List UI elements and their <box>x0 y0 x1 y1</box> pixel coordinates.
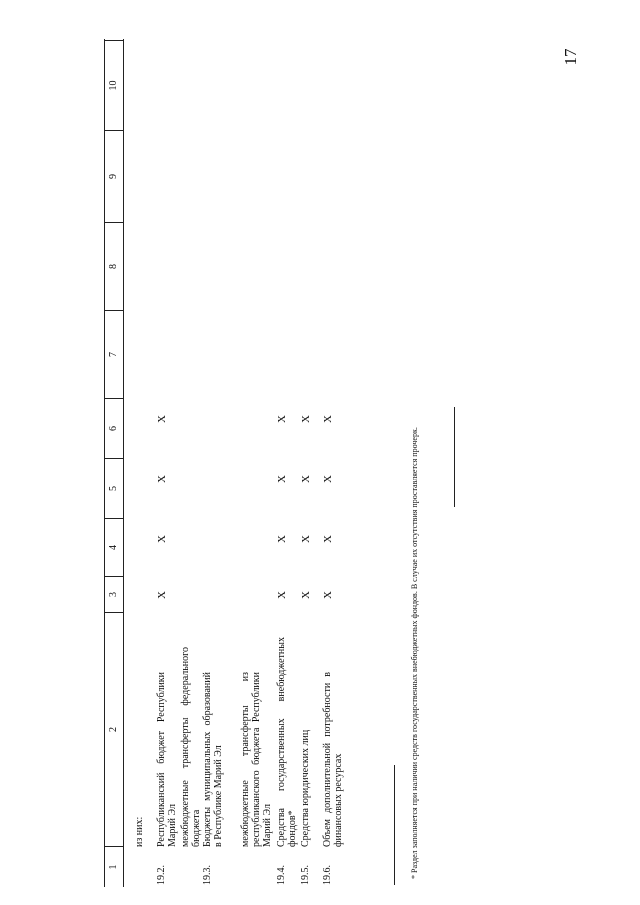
row-number: 19.4. <box>276 865 287 885</box>
cell-col-6: X <box>300 415 312 423</box>
header-col-3: 3 <box>105 577 123 613</box>
header-col-5: 5 <box>105 459 123 519</box>
cell-col-5: X <box>276 475 288 483</box>
cell-col-3: X <box>156 591 168 599</box>
header-col-11 <box>105 0 123 41</box>
row-number: 19.3. <box>202 865 213 885</box>
row-name: Средства юридических лиц <box>300 729 311 847</box>
cell-col-5: X <box>322 475 334 483</box>
header-col-2: 2 <box>105 613 123 847</box>
header-col-8: 8 <box>105 223 123 311</box>
cell-col-6: X <box>322 415 334 423</box>
row-number: 19.6. <box>322 865 333 885</box>
row-name: из них: <box>134 816 145 847</box>
cell-col-4: X <box>300 535 312 543</box>
header-col-10: 10 <box>105 41 123 131</box>
row-name: Бюджеты муниципальных образований в Республике Марий Эл <box>202 672 224 847</box>
header-col-4: 4 <box>105 519 123 577</box>
header-col-9: 9 <box>105 131 123 223</box>
row-number: 19.5. <box>300 865 311 885</box>
cell-col-6: X <box>156 415 168 423</box>
header-col-7: 7 <box>105 311 123 399</box>
row-name: Средства государственных внебюджетных фондов* <box>276 637 298 847</box>
cell-col-5: X <box>156 475 168 483</box>
row-name: Республиканский бюджет Республики Марий Эл <box>156 672 178 847</box>
table-header <box>104 39 124 887</box>
cell-col-4: X <box>156 535 168 543</box>
header-col-1: 1 <box>108 864 119 870</box>
cell-col-4: X <box>322 535 334 543</box>
row-name: межбюджетные трансферты федерального бюджета <box>180 647 202 847</box>
cell-col-5: X <box>300 475 312 483</box>
footnote: * Раздел заполняется при наличии средств государственных внебюджетных фондов. В случае их отсутствия проставляется прочерк. <box>410 427 419 879</box>
cell-col-3: X <box>276 591 288 599</box>
row-name: межбюджетные трансферты из республиканского бюджета Республики Марий Эл <box>240 672 273 847</box>
header-col-6: 6 <box>105 399 123 459</box>
cell-col-3: X <box>300 591 312 599</box>
footnote-separator <box>394 765 395 885</box>
cell-col-4: X <box>276 535 288 543</box>
rotated-page-content <box>104 39 556 887</box>
cell-col-6: X <box>276 415 288 423</box>
signature-line <box>454 407 455 507</box>
cell-col-3: X <box>322 591 334 599</box>
row-name: Объем дополнительной потребности в финансовых ресурсах <box>322 672 344 847</box>
page-number: 17 <box>561 48 580 66</box>
row-number: 19.2. <box>156 865 167 885</box>
